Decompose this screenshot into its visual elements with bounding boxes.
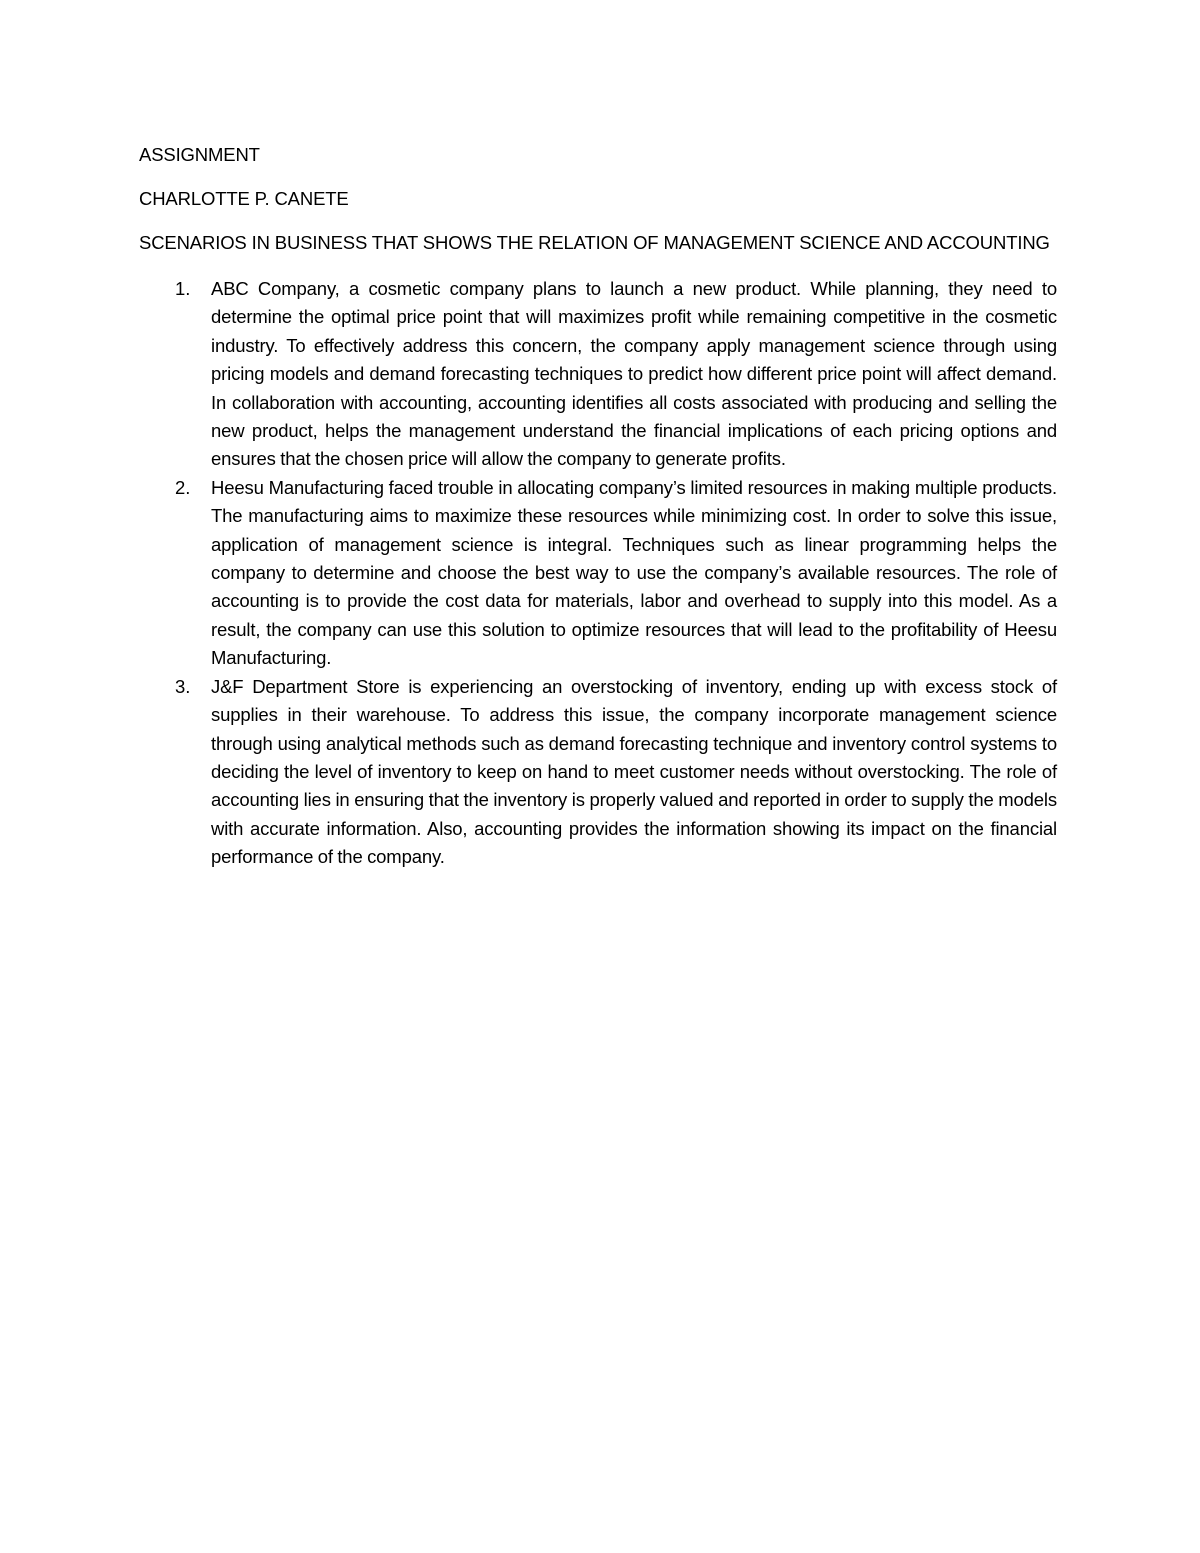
list-item [139,673,1057,872]
scenario-list [139,275,1057,872]
assignment-title: ASSIGNMENT [139,144,260,165]
list-item-number: 1. [175,278,191,299]
author-name: CHARLOTTE P. CANETE [139,188,349,209]
list-item-text: Heesu Manufacturing faced trouble in allocating company’s limited resources in making multiple products. The manufacturing aims to maximize these resources while minimizing cost. In order to solve this issue, application of management science is integral. Techniques such as linear programming helps the company to determine and choose the best way to use the company’s available resources. The role of accounting is to provide the cost data for materials, labor and overhead to supply into this model. As a result, the company can use this solution to optimize resources that will lead to the profitability of Heesu Manufacturing. [211,476,1057,669]
list-item-number: 3. [175,675,191,697]
document-content [139,143,1057,872]
list-item [139,474,1057,673]
document-subject: SCENARIOS IN BUSINESS THAT SHOWS THE RELATION OF MANAGEMENT SCIENCE AND ACCOUNTING [139,232,1050,253]
list-item-text: J&F Department Store is experiencing an overstocking of inventory, ending up with excess stock of supplies in their warehouse. To address this issue, the company incorporate management science through using analytical methods such as demand forecasting technique and inventory control systems to deciding the level of inventory to keep on hand to meet customer needs without overstocking. The role of accounting lies in ensuring that the inventory is properly valued and reported in order to supply the models with accurate information. Also, accounting provides the information showing its impact on the financial performance of the company. [211,675,1057,868]
list-item-number: 2. [175,476,191,498]
list-item [139,275,1057,474]
list-item-text: ABC Company, a cosmetic company plans to launch a new product. While planning, they need to determine the optimal price point that will maximizes profit while remaining competitive in the cosmetic industry. To effectively address this concern, the company apply management science through using pricing models and demand forecasting techniques to predict how different price point will affect demand. In collaboration with accounting, accounting identifies all costs associated with producing and selling the new product, helps the management understand the financial implications of each pricing options and ensures that the chosen price will allow the company to generate profits. [211,278,1057,470]
